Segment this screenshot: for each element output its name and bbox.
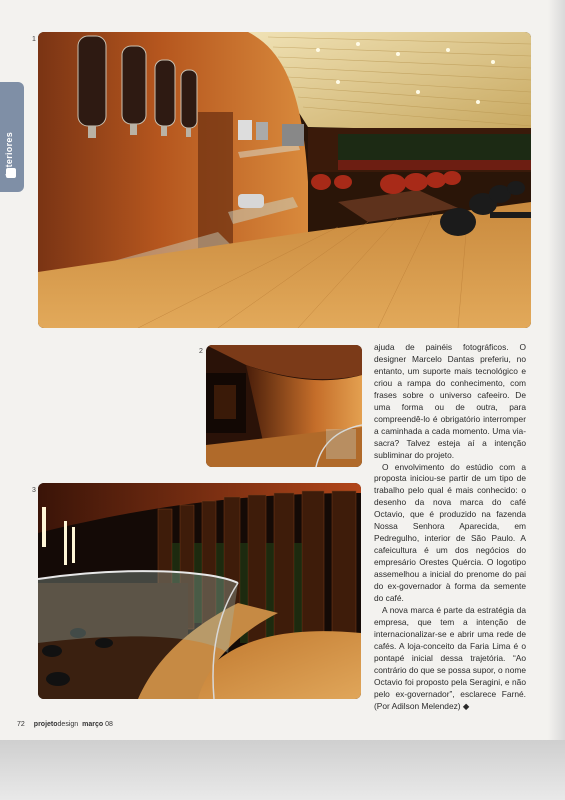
page-number: 72: [17, 721, 25, 728]
figure-number-2: 2: [199, 348, 203, 355]
article-paragraph: A nova marca é parte da estratégia da empresa, que tem a intenção de internacionalizar-se e abrir uma rede de cafés. A loja-conceito da Faria Lima é o pontapé inicial dessa trajetória. “Ao contrário do que se possa supor, o nome Octavio foi proposto pela Seragini, e não pelo ex-governador”, esclarece Farné. (Por Adilson Melendez) ◆: [374, 604, 526, 711]
figure-number-1: 1: [32, 36, 36, 43]
figure-number-3: 3: [32, 487, 36, 494]
page-footer: [17, 721, 113, 728]
photo-cafe-interior: [38, 32, 531, 328]
article-body: [374, 342, 526, 713]
section-tab-label: Interiores: [4, 131, 14, 176]
page-bottom-margin: [0, 740, 565, 800]
issue-month: março: [82, 721, 104, 728]
magazine-name-bold: projeto: [33, 721, 58, 728]
page-right-edge: [548, 0, 565, 740]
issue-year: 08: [105, 721, 113, 728]
magazine-name-light: design: [57, 721, 79, 728]
photo-ramp-corridor: [206, 345, 362, 467]
photo-circular-gallery: [38, 483, 361, 699]
article-paragraph: O envolvimento do estúdio com a proposta iniciou-se partir de um tipo de trabalho pelo qual é mais conhecido: o desenho da nova marca do café Octavio, que é produzido na fazenda Nossa Senhora Aparecida, em Pedregulho, interior de São Paulo. A cafeicultura é um dos negócios do empresário Orestes Quércia. O logotipo assemelhou a inicial do prenome do pai do ex-governador à forma da semente do café.: [374, 461, 526, 604]
article-paragraph: ajuda de painéis fotográficos. O designer Marcelo Dantas preferiu, no entanto, um suporte mais tecnológico e criou a rampa do conhecimento, com frases sobre o universo cafeeiro. De uma forma ou de outra, para compreendê-lo é obrigatório interromper a caminhada a cada momento. Uma via-sacra? Talvez esteja aí a intenção subliminar do projeto.: [374, 342, 526, 460]
